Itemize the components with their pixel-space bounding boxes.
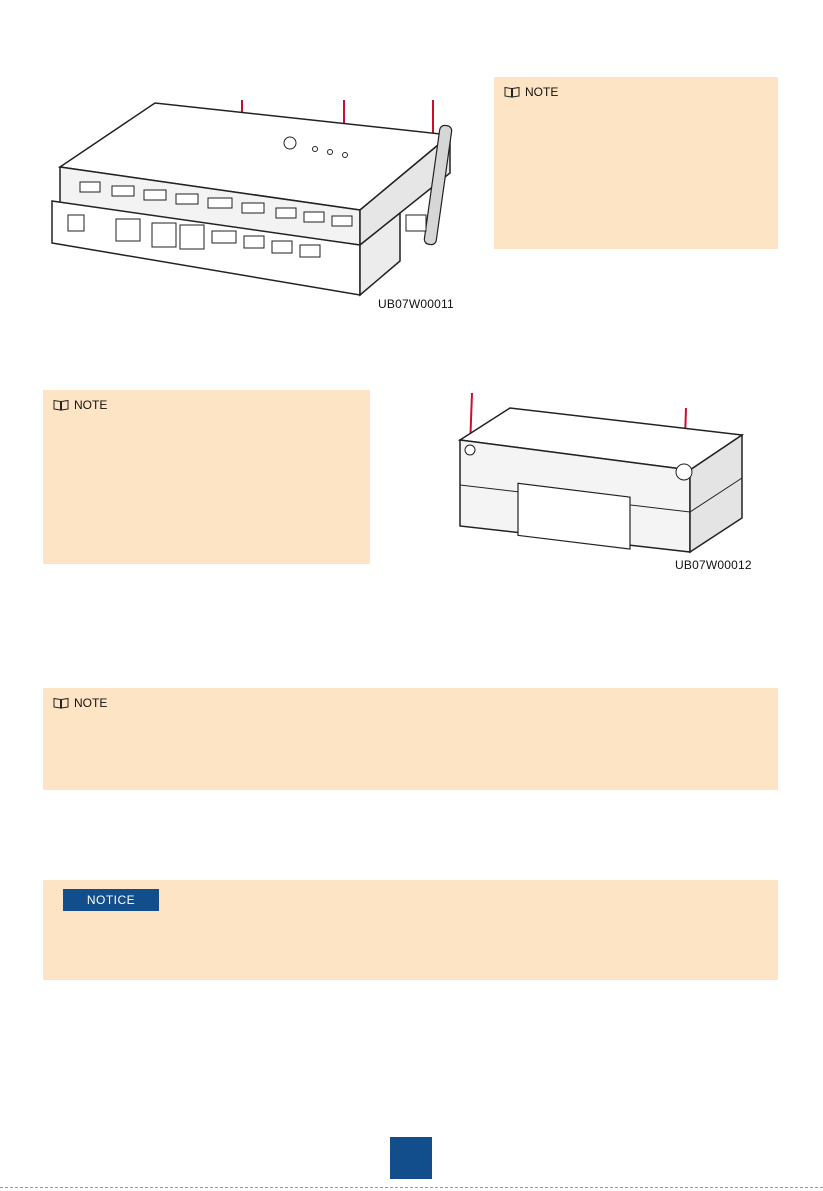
device-illustration-1: [40, 95, 460, 315]
book-icon: [53, 399, 69, 411]
note-label: NOTE: [525, 85, 559, 99]
figure-caption-1: UB07W00011: [378, 297, 454, 311]
device-illustration-2: [450, 390, 760, 575]
note-header: [53, 398, 107, 412]
device-figure-2: [450, 390, 760, 575]
notice-badge: NOTICE: [63, 889, 159, 911]
book-icon: [504, 86, 520, 98]
book-icon: [53, 697, 69, 709]
device-figure-1: [40, 95, 460, 315]
note-header: [504, 85, 558, 99]
notice-box: [43, 880, 778, 980]
page-bottom-rule: [0, 1187, 823, 1188]
page-number-block: [390, 1137, 432, 1179]
note-box-2: [43, 390, 370, 564]
figure-caption-2: UB07W00012: [675, 558, 752, 572]
note-box-1: [494, 77, 778, 249]
note-header: [53, 696, 107, 710]
note-label: NOTE: [74, 398, 108, 412]
note-box-3: [43, 688, 778, 790]
note-label: NOTE: [74, 696, 108, 710]
